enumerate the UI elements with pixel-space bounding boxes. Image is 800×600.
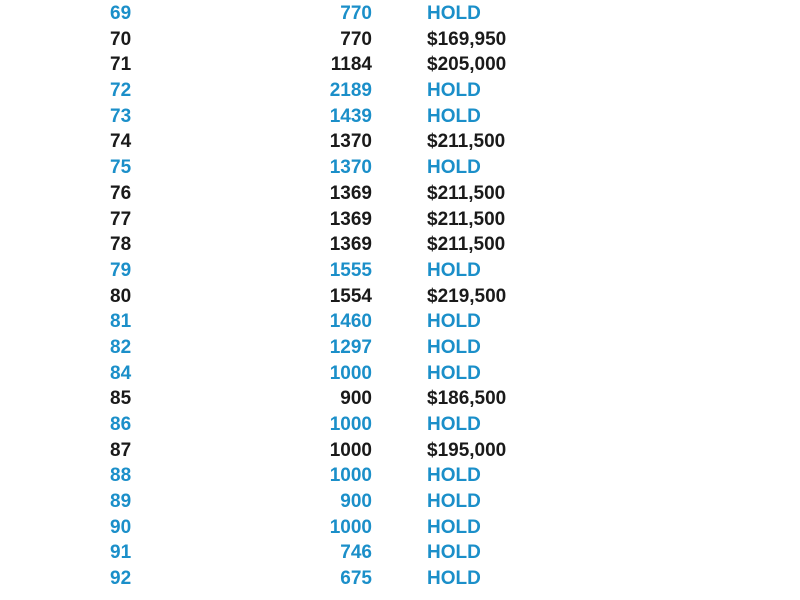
square-footage: 1439 — [329, 105, 372, 127]
square-footage: 1555 — [329, 259, 372, 281]
price-or-status: HOLD — [427, 516, 481, 538]
table-row — [0, 129, 800, 155]
table-row — [0, 27, 800, 53]
square-footage: 770 — [340, 3, 372, 24]
square-footage: 1554 — [329, 285, 372, 307]
table-row — [0, 515, 800, 541]
lot-number: 70 — [110, 28, 132, 50]
lot-number: 89 — [110, 491, 132, 513]
table-row — [0, 489, 800, 515]
price-or-status: HOLD — [427, 465, 481, 487]
lot-number: 80 — [110, 285, 132, 307]
lot-number: 92 — [110, 568, 132, 590]
lot-number: 91 — [110, 542, 132, 564]
table-row — [0, 1, 800, 27]
price-or-status: $211,500 — [427, 182, 506, 204]
square-footage: 1460 — [329, 311, 372, 333]
square-footage: 1000 — [329, 439, 372, 461]
price-or-status: HOLD — [427, 311, 481, 333]
lot-number: 88 — [110, 465, 132, 487]
table-row — [0, 309, 800, 335]
table-row — [0, 463, 800, 489]
price-or-status: HOLD — [427, 157, 481, 179]
lot-number: 75 — [110, 157, 132, 179]
table-row — [0, 566, 800, 592]
lot-number: 73 — [110, 105, 132, 127]
table-row — [0, 52, 800, 78]
lot-number: 86 — [110, 414, 132, 435]
table-row — [0, 78, 800, 104]
table-row — [0, 361, 800, 387]
table-row — [0, 540, 800, 566]
price-or-status: HOLD — [427, 362, 481, 384]
table-row — [0, 155, 800, 181]
price-or-status: $211,500 — [427, 131, 506, 153]
square-footage: 1370 — [329, 131, 372, 153]
table-row — [0, 181, 800, 207]
lot-number: 90 — [110, 516, 132, 538]
square-footage: 1369 — [329, 234, 372, 256]
lot-number: 82 — [110, 336, 132, 358]
price-or-status: HOLD — [427, 336, 481, 358]
square-footage: 1000 — [329, 414, 372, 435]
table-row — [0, 104, 800, 130]
square-footage: 1000 — [329, 465, 372, 487]
lot-number: 84 — [110, 362, 132, 384]
lot-number: 74 — [110, 131, 132, 153]
table-row — [0, 232, 800, 258]
square-footage: 675 — [340, 568, 372, 590]
price-or-status: $186,500 — [427, 388, 507, 410]
lot-number: 81 — [110, 311, 132, 333]
lot-number: 76 — [110, 182, 132, 204]
table-row — [0, 412, 800, 438]
square-footage: 1000 — [329, 516, 372, 538]
price-or-status: $211,500 — [427, 208, 506, 230]
price-or-status: HOLD — [427, 568, 481, 590]
square-footage: 770 — [340, 28, 372, 50]
square-footage: 1369 — [329, 208, 372, 230]
lot-number: 72 — [110, 80, 132, 102]
price-or-status: $219,500 — [427, 285, 507, 307]
price-or-status: HOLD — [427, 105, 481, 127]
lot-number: 69 — [110, 3, 132, 24]
square-footage: 1297 — [329, 336, 372, 358]
square-footage: 900 — [340, 491, 372, 513]
price-or-status: HOLD — [427, 542, 481, 564]
lot-number: 85 — [110, 388, 132, 410]
table-row — [0, 207, 800, 233]
square-footage: 1184 — [330, 54, 372, 76]
square-footage: 746 — [340, 542, 372, 564]
square-footage: 1369 — [329, 182, 372, 204]
table-row — [0, 284, 800, 310]
lot-number: 87 — [110, 439, 132, 461]
price-or-status: $169,950 — [427, 28, 507, 50]
lot-number: 71 — [110, 54, 132, 76]
price-or-status: HOLD — [427, 414, 481, 435]
table-row — [0, 386, 800, 412]
price-or-status: $211,500 — [427, 234, 506, 256]
price-or-status: HOLD — [427, 3, 481, 24]
price-or-status: $205,000 — [427, 54, 507, 76]
table-row — [0, 438, 800, 464]
table-row — [0, 335, 800, 361]
square-footage: 900 — [340, 388, 372, 410]
table-row — [0, 258, 800, 284]
square-footage: 2189 — [329, 80, 372, 102]
lot-number: 77 — [110, 208, 132, 230]
lot-number: 78 — [110, 234, 132, 256]
lot-price-table — [0, 1, 800, 592]
price-or-status: HOLD — [427, 259, 481, 281]
price-or-status: $195,000 — [427, 439, 507, 461]
price-or-status: HOLD — [427, 80, 481, 102]
price-or-status: HOLD — [427, 491, 481, 513]
lot-number: 79 — [110, 259, 132, 281]
square-footage: 1370 — [329, 157, 372, 179]
square-footage: 1000 — [329, 362, 372, 384]
